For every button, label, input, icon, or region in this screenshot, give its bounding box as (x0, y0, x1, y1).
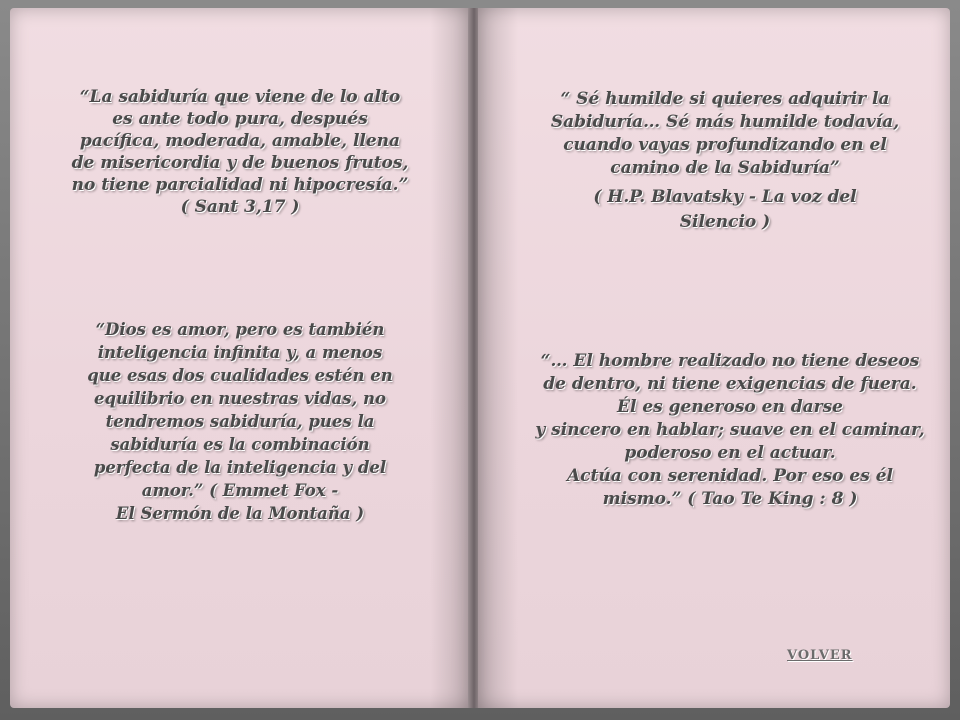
quote-citation: Silencio ) (679, 212, 771, 232)
volver-link[interactable]: VOLVER (787, 648, 853, 663)
quote-line: tendremos sabiduría, pues la (105, 412, 375, 431)
quote-line: Sabiduría… Sé más humilde todavía, (550, 112, 900, 132)
quote-line: inteligencia infinita y, a menos (97, 343, 383, 362)
quote-citation: El Sermón de la Montaña ) (115, 504, 365, 523)
quote-line: que esas dos cualidades estén en (87, 366, 393, 385)
quote-line: “… El hombre realizado no tiene deseos (540, 351, 920, 371)
quote-line: equilibrio en nuestras vidas, no (93, 389, 386, 408)
quote-emmet-fox (70, 318, 410, 525)
quote-sabiduria-santiago (60, 86, 420, 218)
quote-line: de misericordia y de buenos frutos, (71, 153, 409, 173)
quote-line: Él es generoso en darse (617, 397, 843, 417)
quote-line: pacífica, moderada, amable, llena (79, 131, 401, 151)
quote-line: amor.” ( Emmet Fox - (141, 481, 339, 500)
quote-citation: ( H.P. Blavatsky - La voz del (593, 187, 857, 207)
quote-line: perfecta de la inteligencia y del (93, 458, 387, 477)
quote-line: camino de la Sabiduría” (610, 158, 840, 178)
quote-line: cuando vayas profundizando en el (563, 135, 887, 155)
quote-line: y sincero en hablar; suave en el caminar, (535, 420, 925, 440)
quote-line: poderoso en el actuar. (624, 443, 836, 463)
quote-citation: ( Sant 3,17 ) (180, 197, 300, 217)
quote-line: de dentro, ni tiene exigencias de fuera. (543, 374, 917, 394)
quote-line: es ante todo pura, después (112, 109, 368, 129)
quote-line: “La sabiduría que viene de lo alto (79, 87, 401, 107)
quote-line: sabiduría es la combinación (110, 435, 370, 454)
quote-blavatsky (525, 88, 925, 234)
quote-line: no tiene parcialidad ni hipocresía.” (71, 175, 409, 195)
quote-citation: mismo.” ( Tao Te King : 8 ) (602, 489, 858, 509)
quote-line: “Dios es amor, pero es también (95, 320, 385, 339)
quote-line: Actúa con serenidad. Por eso es él (566, 466, 894, 486)
quote-tao-te-king (520, 350, 940, 511)
quote-line: “ Sé humilde si quieres adquirir la (560, 89, 890, 109)
